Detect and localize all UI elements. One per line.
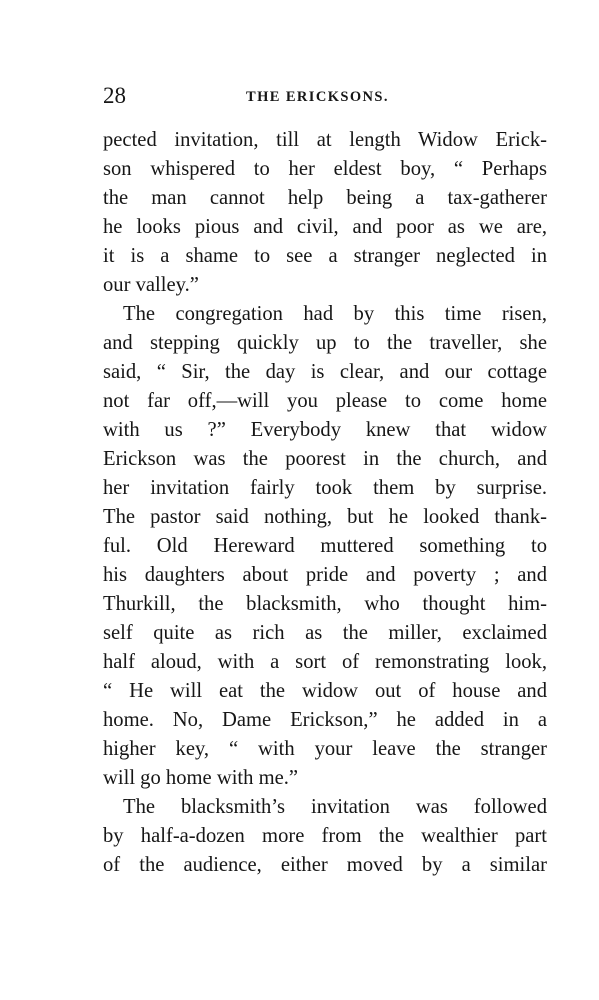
text-line: said, “ Sir, the day is clear, and our cottage	[103, 361, 547, 383]
text-line: will go home with me.”	[103, 767, 299, 789]
page-header	[103, 82, 547, 110]
text-line: Thurkill, the blacksmith, who thought him-	[103, 593, 547, 615]
text-line: our valley.”	[103, 274, 199, 296]
text-line: Erickson was the poorest in the church, and	[103, 448, 547, 470]
text-line: he looks pious and civil, and poor as we are,	[103, 216, 547, 238]
text-line: of the audience, either moved by a similar	[103, 854, 547, 876]
text-line: The congregation had by this time risen,	[123, 303, 547, 325]
text-line: home. No, Dame Erickson,” he added in a	[103, 709, 547, 731]
text-line: his daughters about pride and poverty ; and	[103, 564, 547, 586]
text-line: and stepping quickly up to the traveller, she	[103, 332, 547, 354]
text-line: with us ?” Everybody knew that widow	[103, 419, 547, 441]
text-line: by half-a-dozen more from the wealthier part	[103, 825, 547, 847]
text-line: her invitation fairly took them by surprise.	[103, 477, 547, 499]
text-line: self quite as rich as the miller, exclaimed	[103, 622, 547, 644]
text-line: son whispered to her eldest boy, “ Perhaps	[103, 158, 547, 180]
text-line: it is a shame to see a stranger neglected in	[103, 245, 547, 267]
text-line: the man cannot help being a tax-gatherer	[103, 187, 547, 209]
text-line: not far off,—will you please to come home	[103, 390, 547, 412]
text-line: The pastor said nothing, but he looked thank-	[103, 506, 547, 528]
page-number: 28	[103, 83, 126, 108]
text-line: “ He will eat the widow out of house and	[103, 680, 547, 702]
text-line: The blacksmith’s invitation was followed	[123, 796, 547, 818]
text-line: half aloud, with a sort of remonstrating look,	[103, 651, 547, 673]
text-line: ful. Old Hereward muttered something to	[103, 535, 547, 557]
running-head: THE ERICKSONS.	[246, 89, 389, 105]
text-line: higher key, “ with your leave the stranger	[103, 738, 547, 760]
text-line: pected invitation, till at length Widow Erick-	[103, 129, 547, 151]
